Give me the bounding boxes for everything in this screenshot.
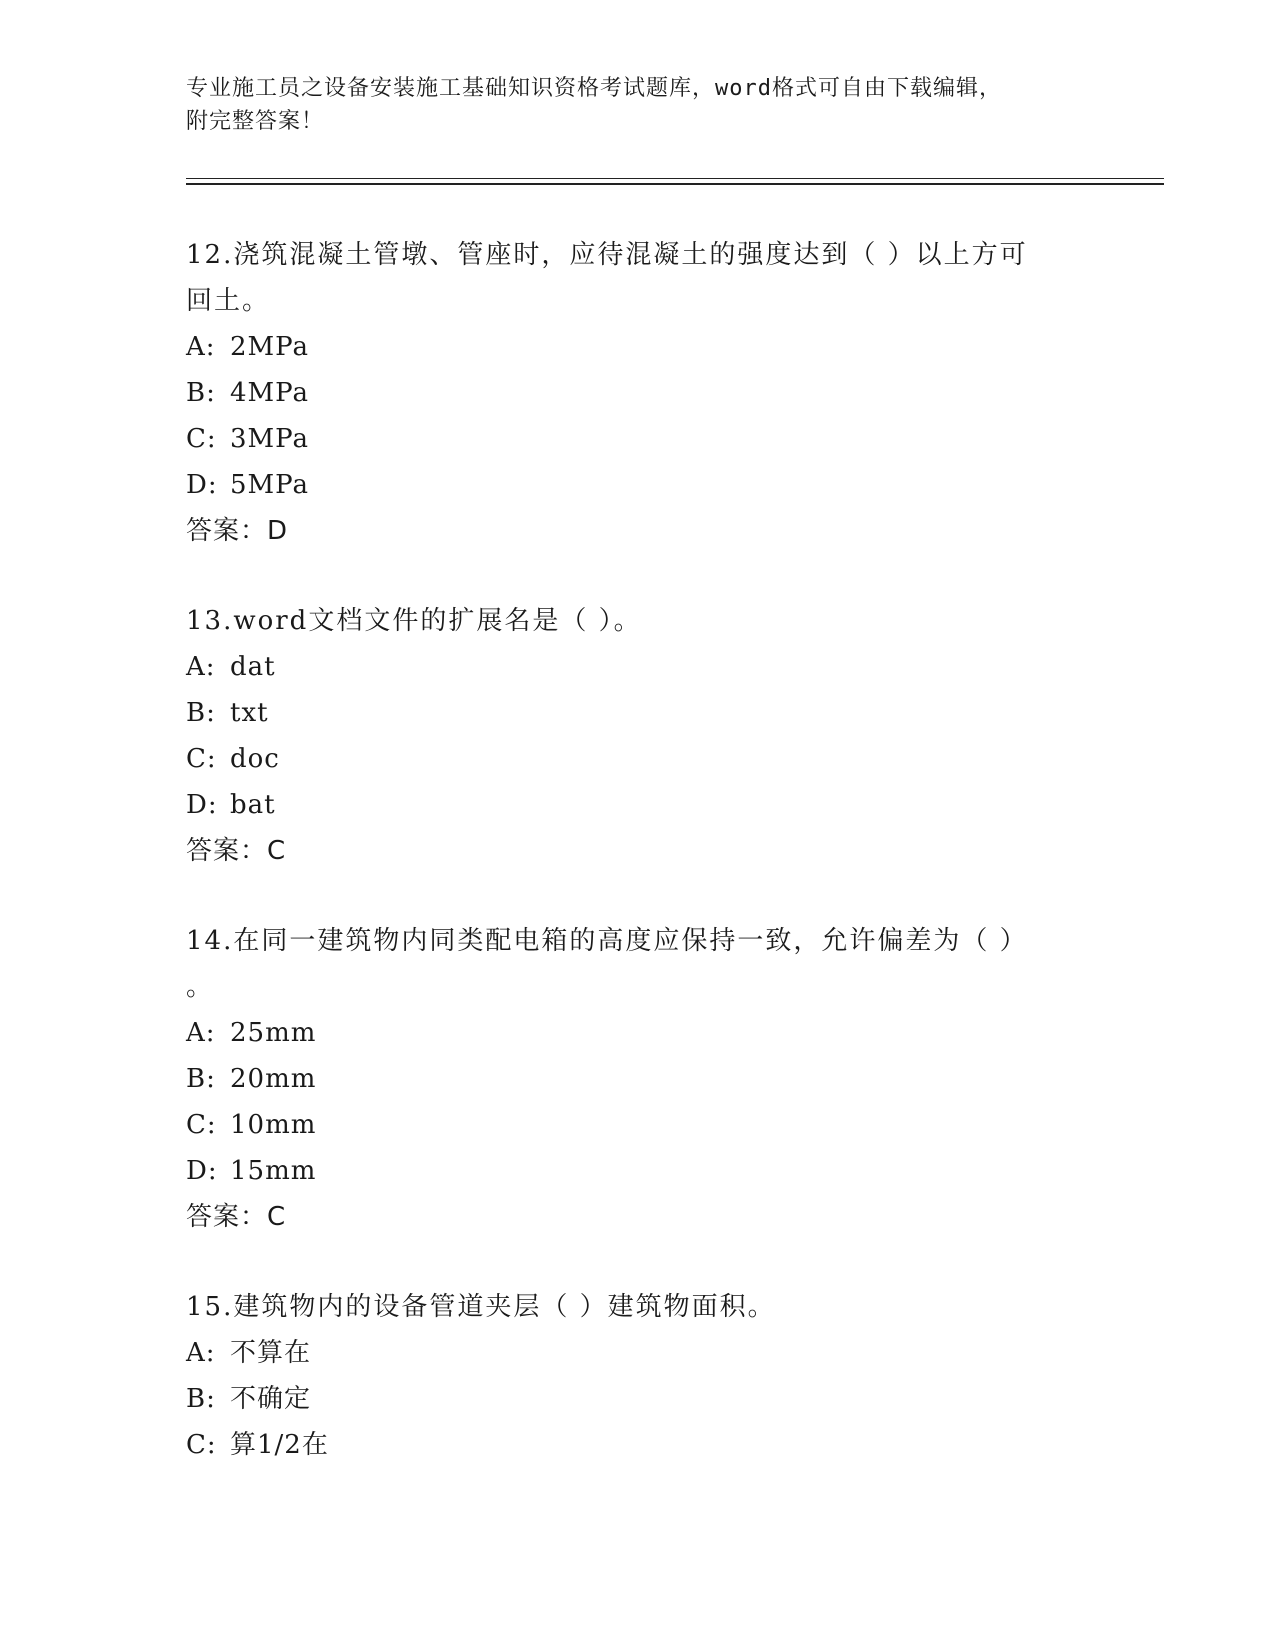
question-text: 13.word文档文件的扩展名是（ ）。 (186, 606, 642, 636)
option-value: dat (230, 652, 276, 682)
option-a (186, 324, 1086, 370)
option-key: B: (186, 698, 216, 728)
header-divider-thick (186, 183, 1164, 185)
option-key: C: (186, 1110, 217, 1140)
option-value: 2MPa (230, 332, 309, 362)
option-key: A: (186, 652, 216, 682)
question-text: 15.建筑物内的设备管道夹层（ ）建筑物面积。 (186, 1292, 776, 1322)
question-14 (186, 918, 1086, 1240)
option-c (186, 1102, 1086, 1148)
option-value: 3MPa (230, 424, 309, 454)
option-d (186, 462, 1086, 508)
option-d (186, 782, 1086, 828)
option-b (186, 1376, 1086, 1422)
option-c (186, 1422, 1086, 1468)
option-value: 10mm (230, 1110, 317, 1140)
question-text: 14.在同一建筑物内同类配电箱的高度应保持一致，允许偏差为（ ） (186, 926, 1028, 956)
option-d (186, 1148, 1086, 1194)
question-text-continued: 。 (186, 972, 215, 1002)
answer-line: 答案：C (186, 1202, 287, 1232)
option-value: bat (230, 790, 276, 820)
answer-line: 答案：D (186, 516, 289, 546)
option-key: A: (186, 332, 216, 362)
question-text-continued: 回土。 (186, 286, 271, 316)
option-key: C: (186, 744, 217, 774)
option-a (186, 1330, 1086, 1376)
option-value: 4MPa (230, 378, 309, 408)
option-key: B: (186, 1064, 216, 1094)
header-line-1: 专业施工员之设备安装施工基础知识资格考试题库，word格式可自由下载编辑， (186, 76, 1002, 101)
option-a (186, 644, 1086, 690)
option-key: B: (186, 1384, 216, 1414)
option-key: D: (186, 1156, 218, 1186)
option-b (186, 370, 1086, 416)
question-12 (186, 232, 1086, 554)
option-key: A: (186, 1338, 216, 1368)
option-b (186, 690, 1086, 736)
option-c (186, 736, 1086, 782)
question-15 (186, 1284, 1086, 1468)
option-value: doc (230, 744, 280, 774)
option-c (186, 416, 1086, 462)
option-value: 20mm (230, 1064, 317, 1094)
option-key: D: (186, 790, 218, 820)
document-header (186, 72, 1086, 138)
option-value: 不确定 (230, 1384, 312, 1414)
option-a (186, 1010, 1086, 1056)
option-value: 算1/2在 (230, 1430, 329, 1460)
option-value: txt (230, 698, 269, 728)
header-divider-thin (186, 178, 1164, 179)
option-key: C: (186, 1430, 217, 1460)
option-key: D: (186, 470, 218, 500)
option-value: 25mm (230, 1018, 317, 1048)
option-key: C: (186, 424, 217, 454)
option-value: 15mm (230, 1156, 317, 1186)
option-value: 不算在 (230, 1338, 312, 1368)
option-key: B: (186, 378, 216, 408)
option-key: A: (186, 1018, 216, 1048)
question-13 (186, 598, 1086, 874)
question-text: 12.浇筑混凝土管墩、管座时，应待混凝土的强度达到（ ）以上方可 (186, 240, 1028, 270)
answer-line: 答案：C (186, 836, 287, 866)
question-list (186, 232, 1086, 1512)
option-value: 5MPa (230, 470, 309, 500)
option-b (186, 1056, 1086, 1102)
header-line-2: 附完整答案！ (186, 109, 325, 134)
